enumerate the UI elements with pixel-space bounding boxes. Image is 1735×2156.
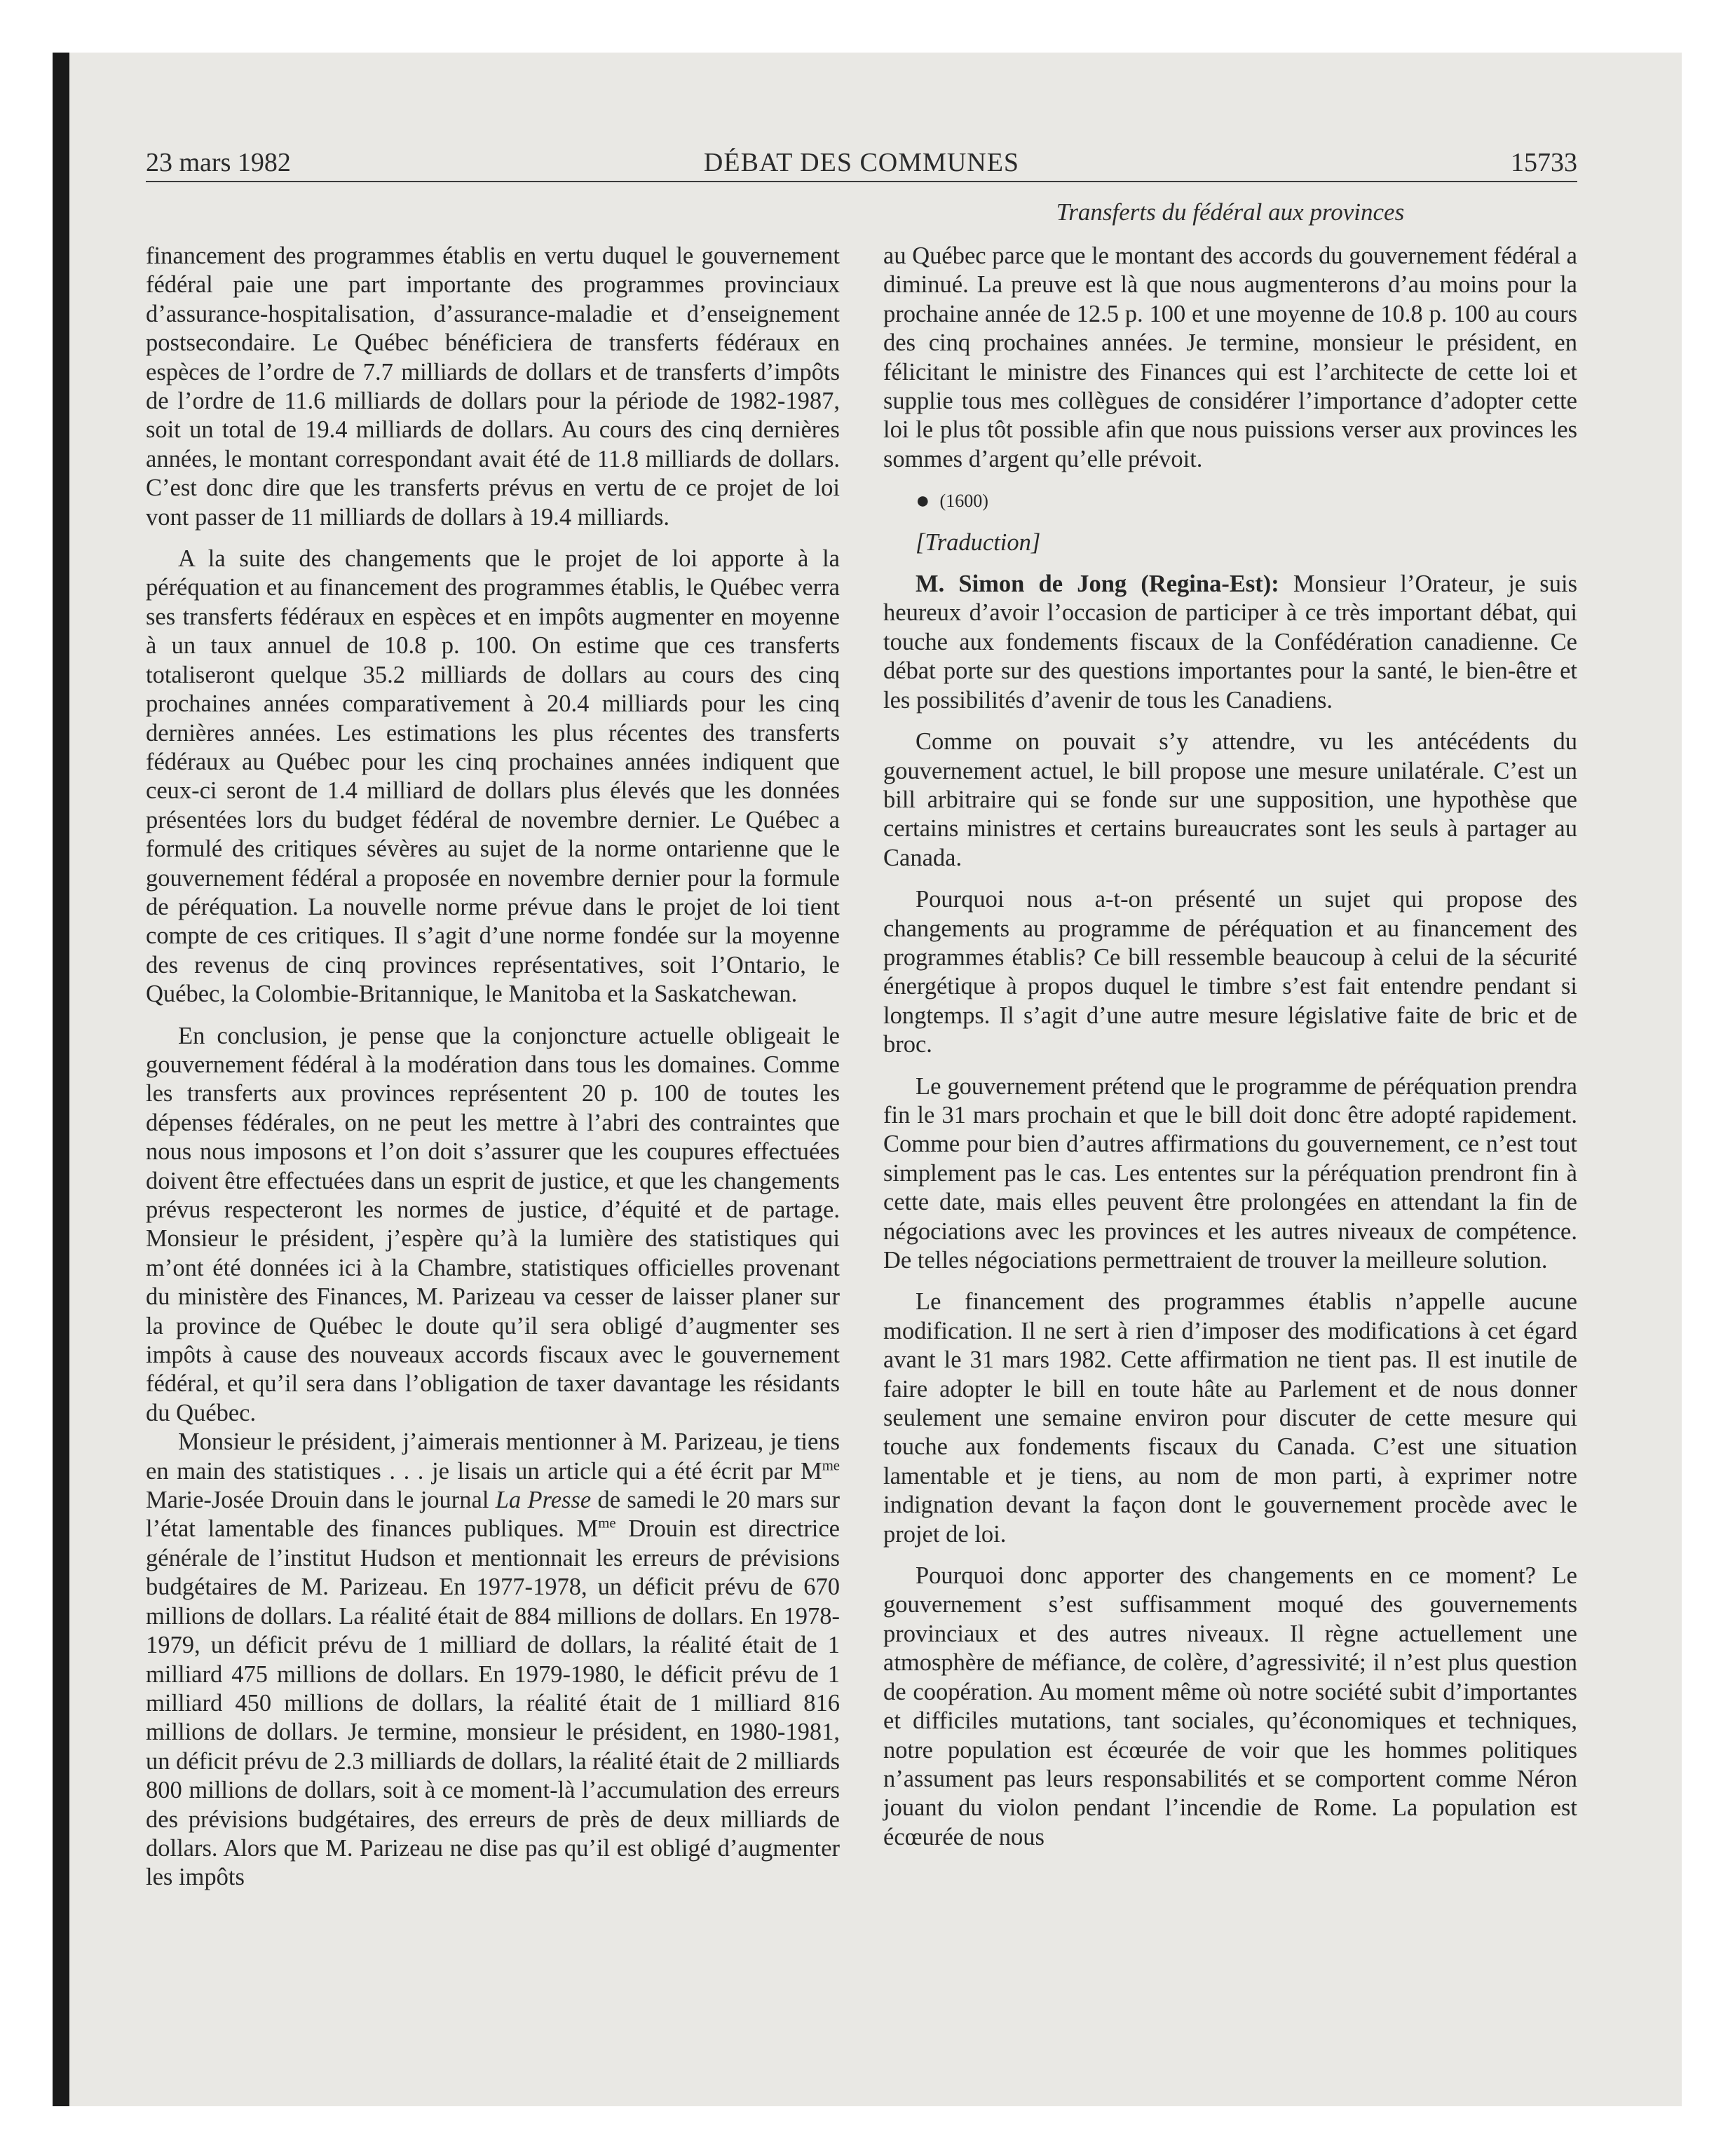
paragraph	[883, 570, 1577, 715]
paragraph: Comme on pouvait s’y attendre, vu les antécédents du gouvernement actuel, le bill propose une mesure unilatérale. C’est un bill arbitraire qui se fonde sur une supposition, une hypothèse que certains ministres et certains bureaucrates sont les seuls à partager au Canada.	[883, 728, 1577, 871]
timestamp-marker	[883, 486, 1577, 515]
text-run: Marie-Josée Drouin dans le journal	[146, 1487, 496, 1514]
paragraph: Pourquoi donc apporter des changements en ce moment? Le gouvernement s’est suffisamment moqué des gouvernements provinciaux et des autres niveaux. Il règne actuellement une atmosphère de méfiance, de colère, d’agressivité; il n’est plus question de coopération. Au moment même où notre société subit d’importantes et difficiles mutations, tant sociales, qu’économiques et techniques, notre population est écœurée de voir que les hommes politiques n’assument pas leurs responsabilités et se comportent comme Néron jouant du violon pendant l’incendie de Rome. La population est écœurée de nous	[883, 1562, 1577, 1850]
text-run: Monsieur le président, j’aimerais mentionner à M. Parizeau, je tiens en main des statistiques . . . je lisais un article qui a été écrit par M	[146, 1428, 840, 1485]
paragraph: A la suite des changements que le projet de loi apporte à la péréquation et au financement des programmes établis, le Québec verra ses transferts fédéraux en espèces et en impôts augmenter en moyenne à un taux annuel de 10.8 p. 100. On estime que ces transferts totaliseront quelque 35.2 milliards de dollars au cours des cinq prochaines années comparativement à 20.4 milliards pour les cinq dernières années. Les estimations les plus récentes des transferts fédéraux au Québec pour les cinq prochaines années indiquent que ceux-ci seront de 1.4 milliard de dollars plus élevés que les données présentées lors du budget fédéral de novembre dernier. Le Québec a formulé des critiques sévères au sujet de la norme ontarienne que le gouvernement fédéral a proposée en novembre dernier pour la formule de péréquation. La nouvelle norme prévue dans le projet de loi tient compte de ces critiques. Il s’agit d’une norme fondée sur la moyenne des revenus de cinq provinces représentatives, soit l’Ontario, le Québec, la Colombie-Britannique, le Manitoba et la Saskatchewan.	[146, 545, 840, 1008]
paragraph: Pourquoi nous a-t-on présenté un sujet qui propose des changements au programme de péréquation et au financement des programmes établis? Ce bill ressemble beaucoup à celui de la sécurité énergétique à propos duquel le timbre s’est fait entendre pendant si longtemps. Il s’agit d’une autre mesure législative faite de bric et de broc.	[883, 886, 1577, 1058]
paragraph: financement des programmes établis en vertu duquel le gouvernement fédéral paie une part importante des programmes provinciaux d’assurance-hospitalisation, d’assurance-maladie et d’enseignement postsecondaire. Le Québec bénéficiera de transferts fédéraux en espèces de l’ordre de 7.7 milliards de dollars et de transferts d’impôts de l’ordre de 11.6 milliards de dollars pour la période de 1982-1987, soit un total de 19.4 milliards de dollars. Au cours des cinq dernières années, le montant correspondant avait été de 11.8 milliards de dollars. C’est donc dire que les transferts prévus en vertu de ce projet de loi vont passer de 11 milliards de dollars à 19.4 milliards.	[146, 243, 840, 531]
right-column	[883, 242, 1577, 1864]
paragraph	[146, 1428, 840, 1892]
bullet-icon: ●	[916, 488, 930, 514]
translation-tag: [Traduction]	[916, 528, 1041, 556]
header-publication-title: DÉBAT DES COMMUNES	[703, 148, 1020, 177]
running-head: Transferts du fédéral aux provinces	[1056, 198, 1405, 226]
paragraph: Le gouvernement prétend que le programme de péréquation prendra fin le 31 mars prochain et que le bill doit donc être adopté rapidement. Comme pour bien d’autres affirmations du gouvernement, ce n’est tout simplement pas le cas. Les ententes sur la péréquation prendront fin à cette date, mais elles peuvent être prolongées en attendant la fin de négociations avec les provinces et les autres niveaux de compétence. De telles négociations permettraient de trouver la meilleure solution.	[883, 1072, 1577, 1274]
paragraph: En conclusion, je pense que la conjoncture actuelle obligeait le gouvernement fédéral à la modération dans tous les domaines. Comme les transferts aux provinces représentent 20 p. 100 de toutes les dépenses fédérales, on ne peut les mettre à l’abri des contraintes que nous nous imposons et l’on doit s’assurer que les coupures effectuées doivent être effectuées dans un esprit de justice, et que les changements prévus respecteront les normes de justice, d’équité et de partage. Monsieur le président, j’espère qu’à la lumière des statistiques qui m’ont été données ici à la Chambre, statistiques officielles provenant du ministère des Finances, M. Parizeau va cesser de laisser planer sur la province de Québec le doute qu’il sera obligé d’augmenter ses impôts à cause des nouveaux accords fiscaux avec le gouvernement fédéral, et qu’il sera dans l’obligation de taxer davantage les résidants du Québec.	[146, 1022, 840, 1426]
timestamp-text: (1600)	[939, 491, 988, 512]
speaker-name: M. Simon de Jong (Regina-Est):	[916, 571, 1279, 598]
scan-border-edge	[53, 53, 69, 2106]
paragraph: au Québec parce que le montant des accords du gouvernement fédéral a diminué. La preuve est là que nous augmenterons d’au moins pour la prochaine année de 12.5 p. 100 et une moyenne de 10.8 p. 100 au cours des cinq prochaines années. Je termine, monsieur le président, en félicitant le ministre des Finances qui est l’architecte de cette loi et supplie tous mes collègues de considérer l’importance d’adopter cette loi le plus tôt possible afin que nous puissions verser aux provinces les sommes d’argent qu’elle prévoit.	[883, 243, 1577, 472]
superscript: me	[822, 1458, 840, 1474]
header-page-number: 15733	[1511, 148, 1577, 177]
header-date: 23 mars 1982	[146, 148, 291, 177]
text-run: Drouin est directrice générale de l’institut Hudson et mentionnait les erreurs de prévisions budgétaires de M. Parizeau. En 1977-1978, un déficit prévu de 670 millions de dollars. La réalité était de 884 millions de dollars. En 1978-1979, un déficit prévu de 1 milliard de dollars, la réalité était de 1 milliard 475 millions de dollars. En 1979-1980, le déficit prévu de 1 milliard 450 millions de dollars, la réalité était de 1 milliard 816 millions de dollars. Je termine, monsieur le président, en 1980-1981, un déficit prévu de 2.3 milliards de dollars, la réalité était de 2 milliards 800 millions de dollars, soit à ce moment-là l’accumulation des erreurs des prévisions budgétaires, des erreurs de près de deux milliards de dollars. Alors que M. Parizeau ne dise pas qu’il est obligé d’augmenter les impôts	[146, 1515, 840, 1891]
left-column	[146, 242, 840, 1905]
newspaper-title: La Presse	[495, 1487, 592, 1514]
superscript: me	[598, 1515, 616, 1531]
text-run: de samedi le 20 mars sur l’état lamentable des finances publiques. M	[146, 1487, 840, 1543]
paragraph: Le financement des programmes établis n’appelle aucune modification. Il ne sert à rien d’imposer des modifications à cet égard avant le 31 mars 1982. Cette affirmation ne tient pas. Il est inutile de faire adopter le bill en toute hâte au Parlement et de nous donner seulement une semaine environ pour discuter de cette mesure qui touche aux fondements fiscaux du Canada. C’est une situation lamentable et je tiens, au nom de mon parti, à exprimer notre indignation devant la façon dont le gouvernement procède avec le projet de loi.	[883, 1288, 1577, 1548]
page-header	[146, 147, 1577, 182]
text-run: Monsieur l’Orateur, je suis heureux d’avoir l’occasion de participer à ce très important débat, qui touche aux fondements fiscaux de la Confédération canadienne. Ce débat porte sur des questions importantes pour la santé, le bien-être et les possibilités d’avenir de tous les Canadiens.	[883, 571, 1577, 714]
